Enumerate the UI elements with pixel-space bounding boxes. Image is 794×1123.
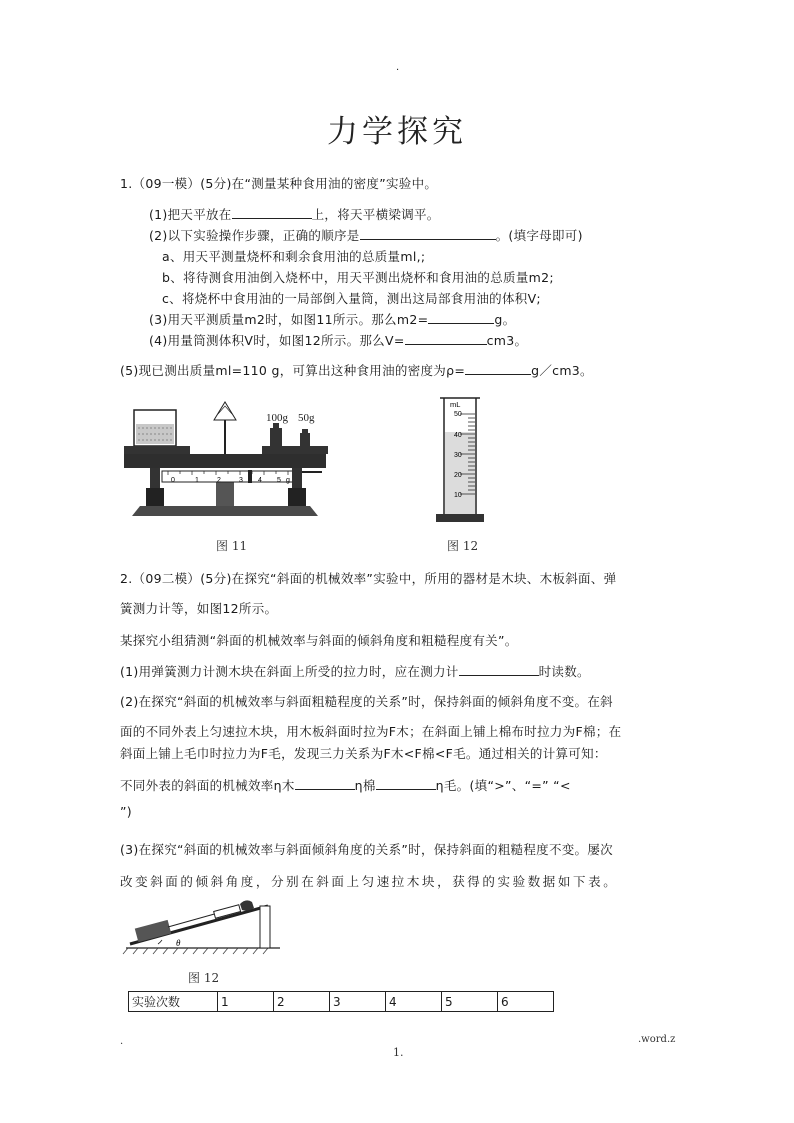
support-post <box>260 906 270 948</box>
cylinder-mark-20: 20 <box>454 472 462 479</box>
q1-option-c: c、将烧杯中食用油的一局部倒入量筒，测出这局部食用油的体积V; <box>162 291 541 306</box>
table-cell: 2 <box>274 992 330 1012</box>
table-header-cell: 实验次数 <box>129 992 218 1012</box>
balance-figure <box>120 398 330 526</box>
q2-part3-line1: (3)在探究“斜面的机械效率与斜面倾斜角度的关系”时，保持斜面的粗糙程度不变。屡次 <box>120 842 613 857</box>
table-cell: 3 <box>330 992 386 1012</box>
q1-part5-suffix: g／cm3。 <box>531 363 593 378</box>
page-number: 1. <box>393 1046 404 1059</box>
q1-option-a: a、用天平测量烧杯和剩余食用油的总质量ml,; <box>162 249 426 264</box>
q2-part1 <box>120 662 590 680</box>
q2-stem-line1: 2.（09二模）(5分)在探究“斜面的机械效率”实验中，所用的器材是木块、木板斜面、弹 <box>120 571 617 586</box>
q1-part3-text: (3)用天平测质量m2时，如图11所示。那么m2= <box>149 312 429 327</box>
scale-label-unit: g <box>286 477 290 484</box>
q1-part5-blank[interactable] <box>465 362 531 375</box>
left-beaker-icon <box>134 410 176 446</box>
q2-eta-towel-text: η毛。(填“>”、“=” “< <box>435 778 571 793</box>
page-title: 力学探究 <box>327 114 467 150</box>
q1-part4-text: (4)用量筒测体积V时，如图12所示。那么V= <box>149 333 405 348</box>
q2-eta-cotton-text: η棉 <box>354 778 376 793</box>
scale-label-1: 1 <box>195 477 199 484</box>
table-cell: 1 <box>218 992 274 1012</box>
cylinder-mark-40: 40 <box>454 432 462 439</box>
q1-part4-blank[interactable] <box>405 332 487 345</box>
scale-label-2: 2 <box>217 477 221 484</box>
q1-part2 <box>149 226 583 244</box>
weight-label-100g: 100g <box>266 412 288 424</box>
angle-label: θ <box>176 938 181 948</box>
graduated-cylinder-figure <box>430 394 490 526</box>
q1-part1-suffix: 上，将天平横梁调平。 <box>311 207 440 222</box>
q1-part5 <box>120 361 593 379</box>
q2-part2-line3: 斜面上铺上毛巾时拉力为F毛，发现三力关系为F木<F棉<F毛。通过相关的计算可知： <box>120 746 607 761</box>
q1-part4-suffix: cm3。 <box>486 333 528 348</box>
q1-part3 <box>149 310 515 328</box>
footer-watermark: .word.z <box>638 1034 676 1045</box>
fig11-caption: 图 11 <box>216 539 248 553</box>
hand-icon <box>240 900 254 910</box>
q1-part2-suffix: 。(填字母即可) <box>495 228 583 243</box>
q1-part2-blank[interactable] <box>360 227 496 240</box>
q1-part3-blank[interactable] <box>428 311 494 324</box>
q1-part1-blank[interactable] <box>232 206 312 219</box>
scale-label-3: 3 <box>239 477 243 484</box>
scale-label-4: 4 <box>258 477 262 484</box>
rider-icon <box>248 470 252 483</box>
q1-stem: 1.（09一模）(5分)在“测量某种食用油的密度”实验中。 <box>120 176 438 191</box>
weight-label-50g: 50g <box>298 412 315 424</box>
dial-icon <box>214 402 236 460</box>
q1-part2-text: (2)以下实验操作步骤，正确的顺序是 <box>149 228 360 243</box>
table-cell: 5 <box>442 992 498 1012</box>
q2-hypothesis: 某探究小组猜测“斜面的机械效率与斜面的倾斜角度和粗糙程度有关”。 <box>120 633 518 648</box>
q2-eta-wood-text: 不同外表的斜面的机械效率η木 <box>120 778 295 793</box>
cylinder-mark-10: 10 <box>454 492 462 499</box>
q2-blank-cotton-towel[interactable] <box>376 777 436 790</box>
scale-label-5: 5 <box>277 477 281 484</box>
header-dot: . <box>396 62 400 73</box>
table-cell: 4 <box>386 992 442 1012</box>
experiment-table <box>128 991 554 1012</box>
q2-blank-wood-cotton[interactable] <box>295 777 355 790</box>
q2-part1-text: (1)用弹簧测力计测木块在斜面上所受的拉力时，应在测力计 <box>120 664 459 679</box>
right-nut-icon <box>288 468 322 506</box>
left-pan <box>124 446 190 454</box>
q1-option-b: b、将待测食用油倒入烧杯中，用天平测出烧杯和食用油的总质量m2; <box>162 270 554 285</box>
left-nut-icon <box>146 468 164 506</box>
q2-part2-line4 <box>120 776 571 794</box>
q2-stem-line2: 簧测力计等，如图12所示。 <box>120 601 278 616</box>
right-pan <box>262 446 328 454</box>
q1-part1 <box>149 205 440 223</box>
beam <box>124 454 326 468</box>
q2-part2-line5: ”) <box>120 804 132 819</box>
fig12a-caption: 图 12 <box>447 539 479 553</box>
scale-label-0: 0 <box>171 477 175 484</box>
q2-part2-line2: 面的不同外表上匀速拉木块，用木板斜面时拉为F木；在斜面上铺上棉布时拉力为F棉；在 <box>120 724 622 739</box>
fig12b-caption: 图 12 <box>188 971 220 985</box>
weight-100g-icon <box>270 423 282 446</box>
weight-50g-icon <box>300 429 310 446</box>
beam-scale <box>162 470 294 484</box>
q2-part3-line2: 改变斜面的倾斜角度，分别在斜面上匀速拉木块，获得的实验数据如下表。 <box>120 874 619 889</box>
footer-left-dot: . <box>120 1036 124 1047</box>
q2-part2-line1: (2)在探究“斜面的机械效率与斜面粗糙程度的关系”时，保持斜面的倾斜角度不变。在斜 <box>120 694 613 709</box>
incline-figure <box>122 892 284 962</box>
cylinder-unit: mL <box>450 400 461 409</box>
table-cell: 6 <box>498 992 554 1012</box>
q2-part1-suffix: 时读数。 <box>538 664 590 679</box>
q1-part4 <box>149 331 527 349</box>
q2-part1-blank[interactable] <box>459 663 539 676</box>
table-row <box>129 992 554 1012</box>
cylinder-mark-30: 30 <box>454 452 462 459</box>
q1-part1-text: (1)把天平放在 <box>149 207 232 222</box>
q1-part5-text: (5)现已测出质量ml=110 g，可算出这种食用油的密度为ρ= <box>120 363 466 378</box>
q1-part3-suffix: g。 <box>494 312 516 327</box>
cylinder-mark-50: 50 <box>454 411 462 418</box>
